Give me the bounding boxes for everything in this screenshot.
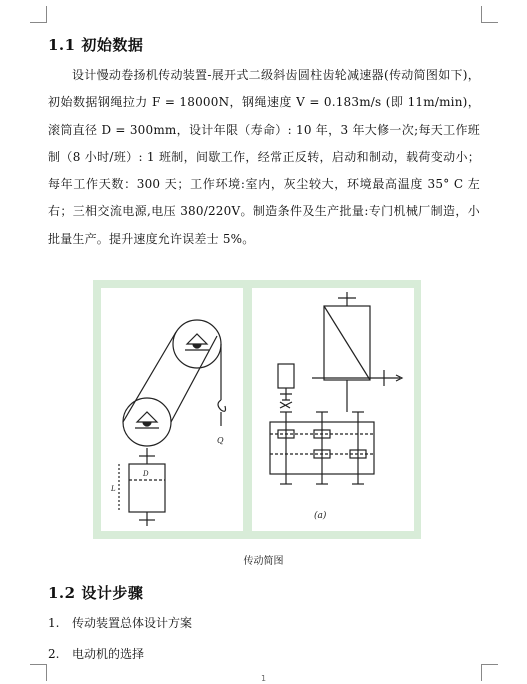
drum-diameter-label: D <box>143 470 149 478</box>
diagram-a-label: (a) <box>314 511 327 521</box>
section-heading-design-steps: 1.2 设计步骤 <box>48 584 144 602</box>
gearbox-svg <box>252 288 414 531</box>
list-item-number: 2. <box>48 647 60 661</box>
list-item-text: 电动机的选择 <box>72 647 145 661</box>
load-label: Q <box>217 436 224 445</box>
hoist-rope-diagram <box>101 288 243 531</box>
drum-length-label: L <box>111 485 116 493</box>
list-item-text: 传动装置总体设计方案 <box>72 616 193 630</box>
list-item <box>48 614 192 631</box>
hoist-rope-svg <box>101 288 243 531</box>
gearbox-schematic <box>252 288 414 531</box>
section-heading-initial-data: 1.1 初始数据 <box>48 36 144 54</box>
corner-mark-top-left <box>30 6 47 23</box>
figure-caption: 传动简图 <box>243 556 284 567</box>
transmission-diagram-figure <box>93 280 421 539</box>
list-item <box>48 645 144 662</box>
list-item-number: 1. <box>48 616 60 630</box>
page-number: 1 <box>260 674 267 683</box>
corner-mark-top-right <box>481 6 498 23</box>
initial-data-paragraph: 设计慢动卷扬机传动装置-展开式二级斜齿圆柱齿轮减速器(传动简图如下)，初始数据钢绳拉力 F = 18000N，钢绳速度 V = 0.183m/s (即 11m/min)，滚筒直径 D = 300mm，设计年限（寿命）: 10 年，3 年大修一次;每天工作班制（8 小时/班）: 1 班制，间歇工作，经常正反转，启动和制动，载荷变动小；每年工作天数：300 天；工作环境:室内，灰尘较大，环境最高温度 35° C 左右；三相交流电源,电压 380/220V。制造条件及生产批量:专门机械厂制造，小批量生产。提升速度允许误差士 5%。 <box>48 68 480 246</box>
